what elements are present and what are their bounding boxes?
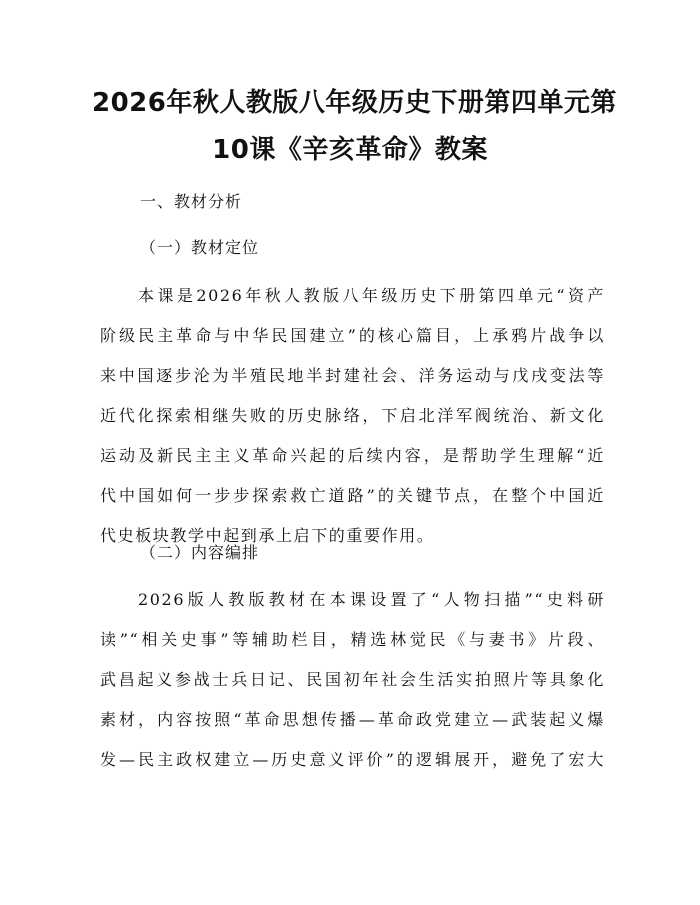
paragraph-line: 武昌起义参战士兵日记、民国初年社会生活实拍照片等具象化 bbox=[100, 670, 605, 689]
subsection-heading-positioning: （一）教材定位 bbox=[140, 238, 260, 257]
paragraph-line: 发—民主政权建立—历史意义评价”的逻辑展开，避免了宏大 bbox=[100, 750, 605, 769]
document-title-line-1: 2026年秋人教版八年级历史下册第四单元第 bbox=[92, 88, 617, 118]
paragraph-line: 读”“相关史事”等辅助栏目，精选林觉民《与妻书》片段、 bbox=[100, 630, 605, 649]
paragraph-line: 代中国如何一步步探索救亡道路”的关键节点，在整个中国近 bbox=[100, 486, 605, 505]
paragraph-line: 代史板块教学中起到承上启下的重要作用。 bbox=[100, 526, 435, 545]
section-heading-textbook-analysis: 一、教材分析 bbox=[140, 192, 243, 211]
paragraph-line: 本课是2026年秋人教版八年级历史下册第四单元“资产 bbox=[138, 286, 605, 305]
document-title-line-2: 10课《辛亥革命》教案 bbox=[212, 135, 488, 165]
paragraph-line: 2026版人教版教材在本课设置了“人物扫描”“史料研 bbox=[138, 590, 605, 609]
paragraph-line: 阶级民主革命与中华民国建立”的核心篇目，上承鸦片战争以 bbox=[100, 326, 605, 345]
subsection-heading-content-arrangement: （二）内容编排 bbox=[140, 543, 260, 562]
paragraph-line: 素材，内容按照“革命思想传播—革命政党建立—武装起义爆 bbox=[100, 710, 605, 729]
paragraph-line: 近代化探索相继失败的历史脉络，下启北洋军阀统治、新文化 bbox=[100, 406, 605, 425]
paragraph-line: 运动及新民主主义革命兴起的后续内容，是帮助学生理解“近 bbox=[100, 446, 605, 465]
paragraph-line: 来中国逐步沦为半殖民地半封建社会、洋务运动与戊戌变法等 bbox=[100, 366, 605, 385]
paragraph-content-arrangement bbox=[100, 589, 605, 789]
paragraph-positioning bbox=[100, 285, 605, 565]
